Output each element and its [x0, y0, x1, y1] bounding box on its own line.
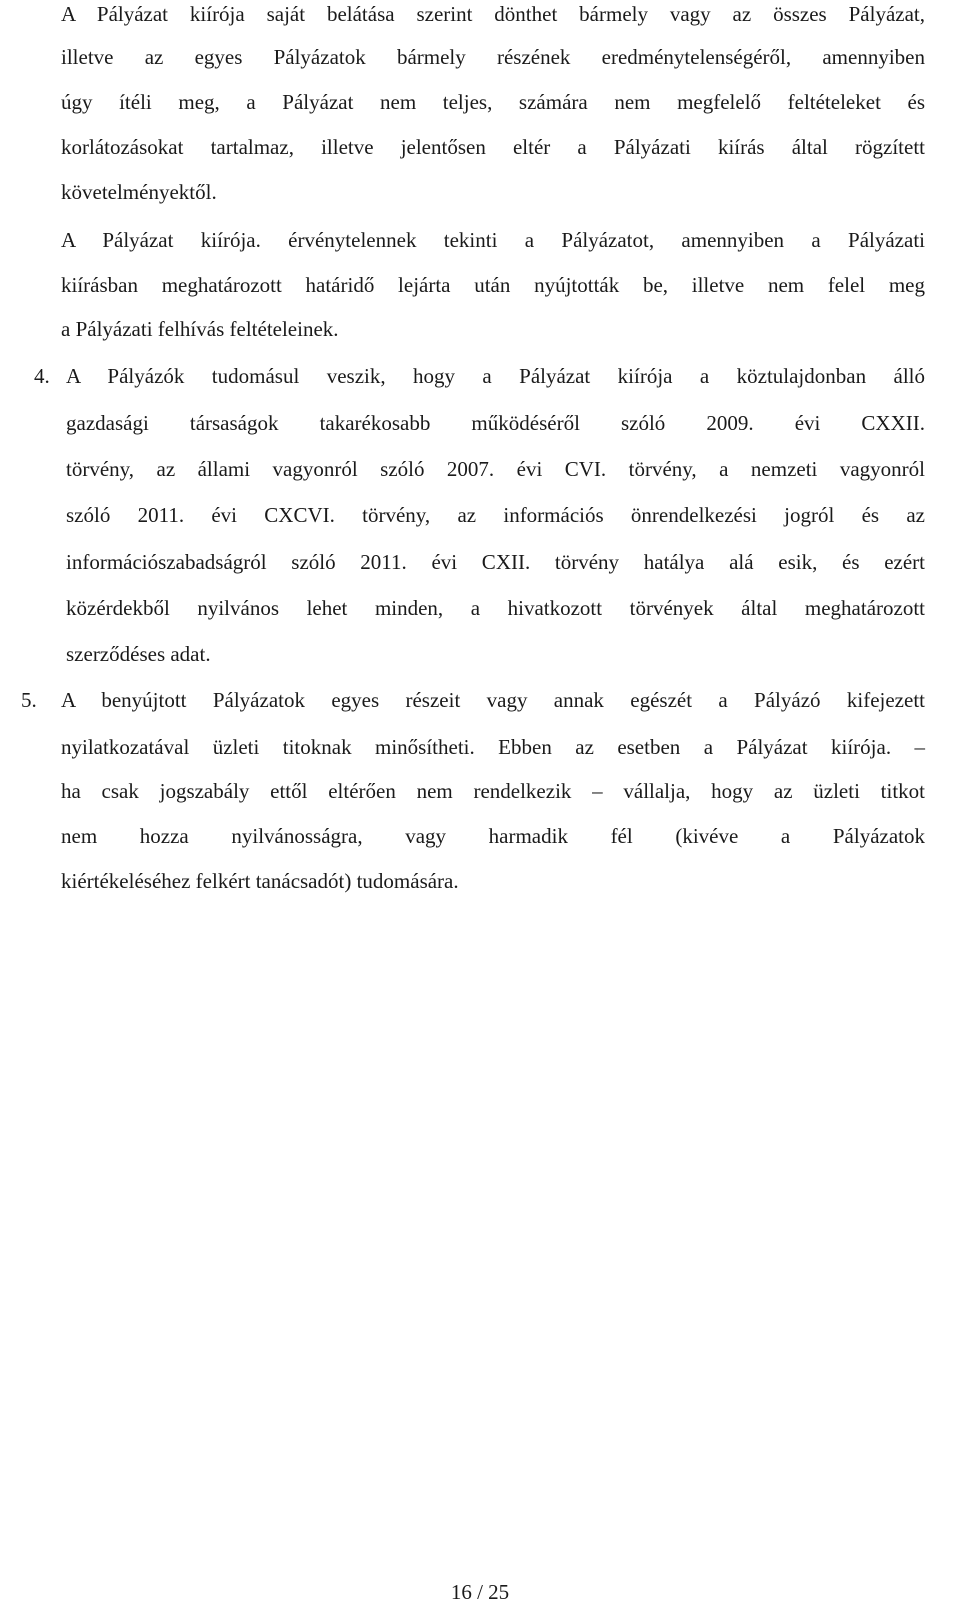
text-line: nyilatkozatával üzleti titoknak minősítheti. Ebben az esetben a Pályázat kiírója. – [61, 735, 925, 759]
text-line: nem hozza nyilvánosságra, vagy harmadik fél (kivéve a Pályázatok [61, 824, 925, 848]
text-line: kiírásban meghatározott határidő lejárta után nyújtották be, illetve nem felel meg [61, 273, 925, 297]
text-line: ha csak jogszabály ettől eltérően nem rendelkezik – vállalja, hogy az üzleti titkot [61, 779, 925, 803]
text-line: közérdekből nyilvános lehet minden, a hivatkozott törvények által meghatározott [66, 596, 925, 620]
text-line: A Pályázat kiírója. érvénytelennek tekinti a Pályázatot, amennyiben a Pályázati [61, 228, 925, 252]
text-line: törvény, az állami vagyonról szóló 2007. évi CVI. törvény, a nemzeti vagyonról [66, 457, 925, 481]
text-line: A benyújtott Pályázatok egyes részeit vagy annak egészét a Pályázó kifejezett [61, 688, 925, 712]
text-line: A Pályázat kiírója saját belátása szerint dönthet bármely vagy az összes Pályázat, [61, 2, 925, 26]
list-number: 4. [34, 364, 50, 388]
list-number: 5. [21, 688, 37, 712]
text-line: szerződéses adat. [66, 642, 211, 666]
text-line: illetve az egyes Pályázatok bármely részének eredménytelenségéről, amennyiben [61, 45, 925, 69]
page-number: 16 / 25 [450, 1580, 510, 1604]
text-line: kiértékeléséhez felkért tanácsadót) tudomására. [61, 869, 459, 893]
text-line: gazdasági társaságok takarékosabb működéséről szóló 2009. évi CXXII. [66, 411, 925, 435]
text-line: korlátozásokat tartalmaz, illetve jelentősen eltér a Pályázati kiírás által rögzített [61, 135, 925, 159]
text-line: A Pályázók tudomásul veszik, hogy a Pályázat kiírója a köztulajdonban álló [66, 364, 925, 388]
text-line: a Pályázati felhívás feltételeinek. [61, 317, 339, 341]
text-line: úgy ítéli meg, a Pályázat nem teljes, számára nem megfelelő feltételeket és [61, 90, 925, 114]
text-line: szóló 2011. évi CXCVI. törvény, az információs önrendelkezési jogról és az [66, 503, 925, 527]
text-line: követelményektől. [61, 180, 217, 204]
text-line: információszabadságról szóló 2011. évi CXII. törvény hatálya alá esik, és ezért [66, 550, 925, 574]
